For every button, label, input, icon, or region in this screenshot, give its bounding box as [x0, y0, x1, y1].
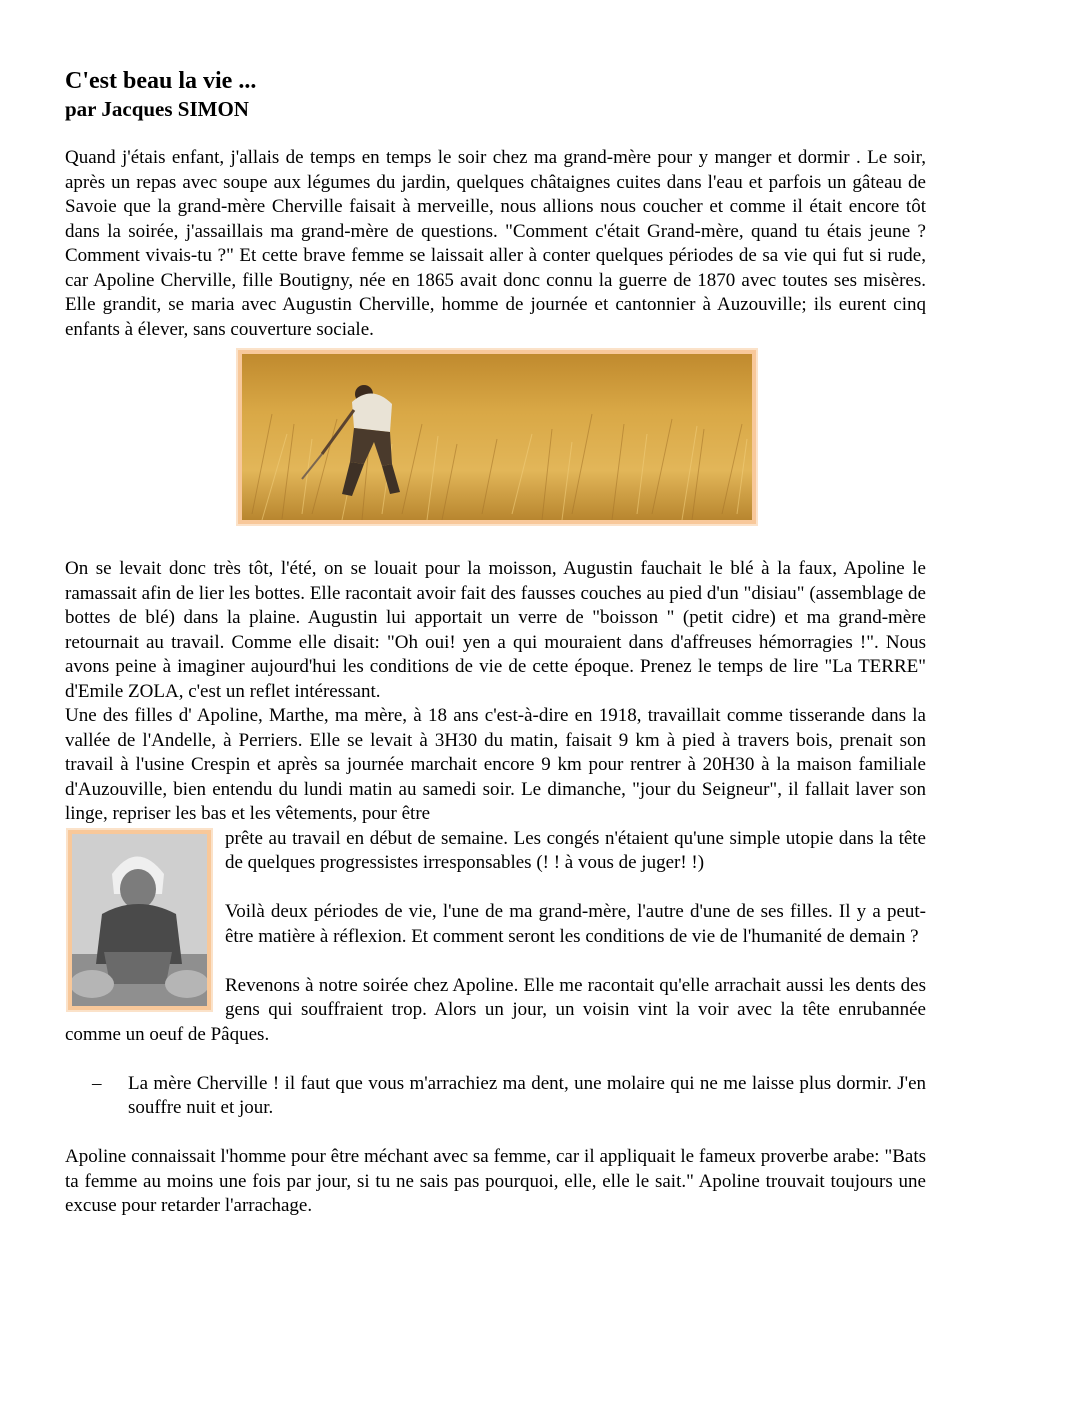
article	[65, 66, 926, 1219]
paragraph-reflection: Voilà deux périodes de vie, l'une de ma grand-mère, l'autre d'une de ses filles. Il y a peut-être matière à réflexion. Et comment seront les conditions de vie de l'humanité de demain ?	[225, 901, 926, 947]
dialog-item	[65, 1072, 926, 1121]
dialog-dash: –	[92, 1072, 102, 1094]
article-title: C'est beau la vie ...	[65, 68, 257, 94]
dialog-list	[65, 1072, 926, 1121]
dialog-text: La mère Cherville ! il faut que vous m'arrachiez ma dent, une molaire qui ne me laisse plus dormir. J'en souffre nuit et jour.	[128, 1072, 926, 1118]
paragraph-harvest: On se levait donc très tôt, l'été, on se louait pour la moisson, Augustin fauchait le blé à la faux, Apoline le ramassait afin de lier les bottes. Elle racontait avoir fait des fausses couches au pied d'un "disiau" (assemblage de bottes de blé) dans la plaine. Augustin lui apportait un verre de "boisson " (petit cidre) et ma grand-mère retournait au travail. Comme elle disait: "Oh oui! yen a qui mouraient dans d'affreuses hémorragies !". Nous avons peine à imaginer aujourd'hui les conditions de vie de cette époque. Prenez le temps de lire "La TERRE" d'Emile ZOLA, c'est un reflet intéressant.	[65, 558, 926, 702]
paragraph-evening: Revenons à notre soirée chez Apoline. Elle me racontait qu'elle arrachait aussi les dents des gens qui souffraient trop. Alors un jour, un voisin vint la voir avec la tête enrubannée comme un oeuf de Pâques.	[65, 974, 926, 1045]
paragraph-marthe-continued: prête au travail en début de semaine. Les congés n'étaient qu'une simple utopie dans la tête de quelques progressistes irresponsables (! ! à vous de juger! !)	[225, 827, 926, 873]
harvest-painting-image	[238, 350, 756, 524]
paragraph-marthe: Une des filles d' Apoline, Marthe, ma mère, à 18 ans c'est-à-dire en 1918, travaillait comme tisserande dans la vallée de l'Andelle, à Perriers. Elle se levait à 3H30 du matin, faisait 9 km à pied à travers bois, prenait son travail à l'usine Crespin et après sa journée marchait encore 9 km pour rentrer à 20H30 à la maison familiale d'Auzouville, bien entendu du lundi matin au samedi soir. Le dimanche, "jour du Seigneur", il fallait laver son linge, repriser les bas et les vêtements, pour être	[65, 705, 926, 824]
grandmother-portrait-image	[68, 830, 211, 1010]
article-byline: par Jacques SIMON	[65, 97, 249, 121]
paragraph-intro: Quand j'étais enfant, j'allais de temps en temps le soir chez ma grand-mère pour y manger et dormir . Le soir, après un repas avec soupe aux légumes du jardin, quelques châtaignes cuites dans l'eau et parfois un gâteau de Savoie que la grand-mère Cherville faisait à merveille, nous allions nous coucher et comme il était encore tôt dans la soirée, j'assaillais ma grand-mère de questions. "Comment c'était Grand-mère, quand tu étais jeune ? Comment vivais-tu ?" Et cette brave femme se laissait aller à conter quelques périodes de sa vie qui fut si rude, car Apoline Cherville, fille Boutigny, née en 1865 avait donc connu la guerre de 1870 avec toutes ses misères. Elle grandit, se maria avec Augustin Cherville, homme de journée et cantonnier à Auzouville; ils eurent cinq enfants à élever, sans couverture sociale.	[65, 147, 926, 340]
paragraph-proverb: Apoline connaissait l'homme pour être méchant avec sa femme, car il appliquait le fameux proverbe arabe: "Bats ta femme au moins une fois par jour, si tu ne sais pas pourquoi, elle, elle le sait." Apoline trouvait toujours une excuse pour retarder l'arrachage.	[65, 1146, 926, 1216]
